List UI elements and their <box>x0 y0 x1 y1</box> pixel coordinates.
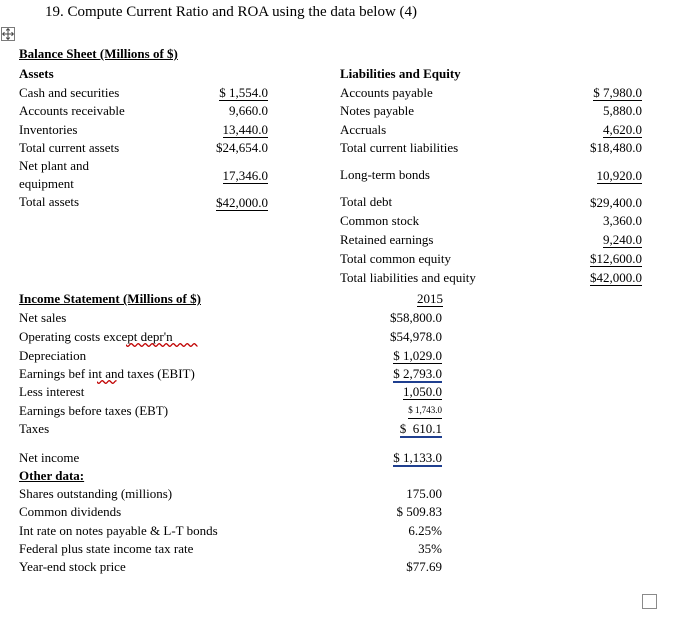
liability-value: 3,360.0 <box>603 213 642 228</box>
asset-value: 9,660.0 <box>229 103 268 118</box>
asset-value: $24,654.0 <box>216 140 268 155</box>
assets-heading: Assets <box>19 66 54 81</box>
income-label: Less interest <box>19 384 85 399</box>
income-year: 2015 <box>417 291 443 306</box>
asset-value: 13,440.0 <box>222 122 268 137</box>
liability-value: 4,620.0 <box>603 122 642 137</box>
income-label: Net income <box>19 450 80 465</box>
income-label: Depreciation <box>19 348 87 363</box>
income-value: $ 1,029.0 <box>393 348 442 363</box>
asset-label: Inventories <box>19 122 78 137</box>
income-value: 1,050.0 <box>403 384 442 399</box>
income-value: $ 610.1 <box>399 421 442 436</box>
liability-label: Total current liabilities <box>340 140 459 155</box>
liability-value: 9,240.0 <box>603 232 642 247</box>
liabilities-heading: Liabilities and Equity <box>340 66 461 81</box>
liability-value: $18,480.0 <box>590 140 642 155</box>
liability-label: Common stock <box>340 213 420 228</box>
other-label: Year-end stock price <box>19 559 126 574</box>
liability-value: 5,880.0 <box>603 103 642 118</box>
asset-label-continued: equipment <box>19 176 74 191</box>
table-resize-handle[interactable] <box>642 594 657 609</box>
liability-value: $12,600.0 <box>590 251 642 266</box>
question-title: 19. Compute Current Ratio and ROA using the data below (4) <box>45 4 418 20</box>
income-value: $ 2,793.0 <box>393 366 442 381</box>
liability-label: Accruals <box>340 122 387 137</box>
liability-label: Total liabilities and equity <box>340 270 476 285</box>
asset-value: $42,000.0 <box>216 195 268 210</box>
liability-value: $29,400.0 <box>590 195 642 210</box>
liability-label: Long-term bonds <box>340 167 430 182</box>
income-label: Operating costs except depr'n <box>19 329 173 344</box>
liability-label: Retained earnings <box>340 232 434 247</box>
liability-value: $42,000.0 <box>590 270 642 285</box>
income-label: Taxes <box>19 421 50 436</box>
other-data-heading: Other data: <box>19 468 85 483</box>
balance-sheet-heading: Balance Sheet (Millions of $) <box>19 46 178 61</box>
other-value: 175.00 <box>406 486 442 501</box>
income-value: $54,978.0 <box>390 329 442 344</box>
asset-label: Cash and securities <box>19 85 120 100</box>
liability-value: $ 7,980.0 <box>593 85 642 100</box>
asset-label: Total current assets <box>19 140 120 155</box>
income-statement-heading: Income Statement (Millions of $) <box>19 291 201 306</box>
liability-value: 10,920.0 <box>596 168 642 183</box>
asset-value: 17,346.0 <box>222 168 268 183</box>
other-value: $ 509.83 <box>396 504 442 519</box>
income-value: $ 1,743.0 <box>360 402 442 419</box>
asset-label: Accounts receivable <box>19 103 125 118</box>
income-value: $ 1,133.0 <box>393 450 442 465</box>
asset-value: $ 1,554.0 <box>219 85 268 100</box>
income-label: Earnings bef int and taxes (EBIT) <box>19 366 195 381</box>
liability-label: Notes payable <box>340 103 415 118</box>
income-value: $58,800.0 <box>390 310 442 325</box>
other-value: 35% <box>418 541 442 556</box>
other-value: 6.25% <box>408 523 442 538</box>
other-label: Common dividends <box>19 504 122 519</box>
income-label: Earnings before taxes (EBT) <box>19 403 169 418</box>
income-label: Net sales <box>19 310 67 325</box>
asset-label: Net plant and <box>19 158 90 173</box>
other-value: $77.69 <box>406 559 442 574</box>
liability-label: Total debt <box>340 194 393 209</box>
liability-label: Accounts payable <box>340 85 433 100</box>
other-label: Shares outstanding (millions) <box>19 486 173 501</box>
liability-label: Total common equity <box>340 251 452 266</box>
asset-label: Total assets <box>19 194 80 209</box>
table-move-handle-icon[interactable] <box>1 27 15 41</box>
other-label: Int rate on notes payable & L-T bonds <box>19 523 218 538</box>
other-label: Federal plus state income tax rate <box>19 541 194 556</box>
